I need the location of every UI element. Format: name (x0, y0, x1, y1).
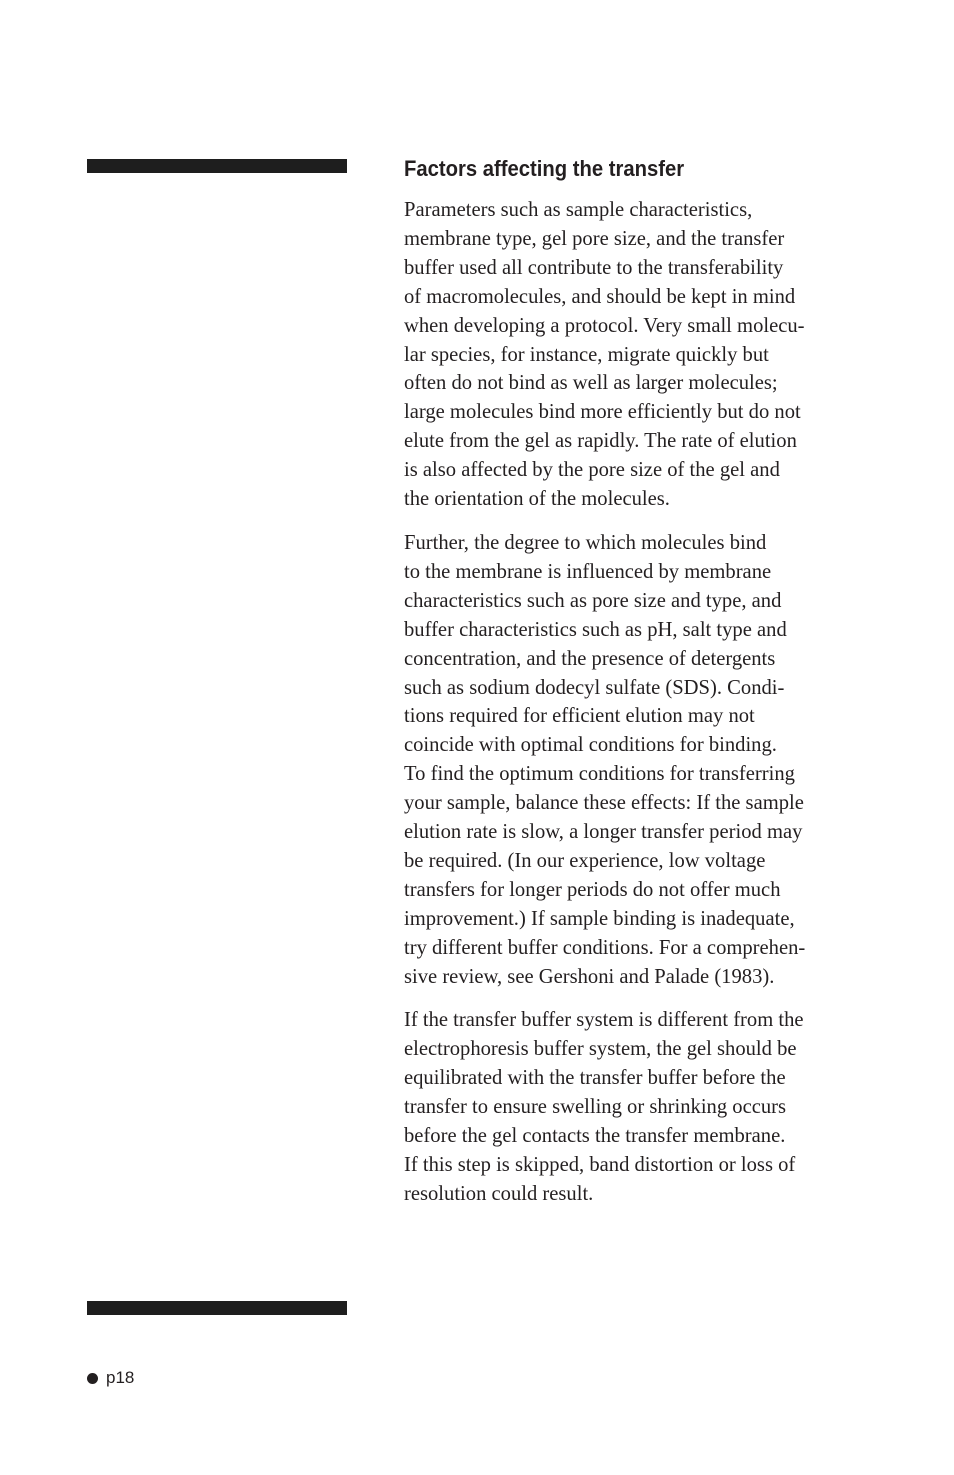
text-line: be required. (In our experience, low voltage (404, 849, 766, 872)
text-line: buffer characteristics such as pH, salt type and (404, 618, 787, 641)
text-line: Further, the degree to which molecules bind (404, 531, 767, 554)
text-line: large molecules bind more efficiently but do not (404, 401, 801, 424)
text-line: If this step is skipped, band distortion or loss of (404, 1154, 796, 1176)
page-footer (87, 1367, 134, 1389)
text-line: coincide with optimal conditions for binding. (404, 734, 777, 757)
text-line: such as sodium dodecyl sulfate (SDS). Condi- (404, 676, 785, 699)
text-line: of macromolecules, and should be kept in mind (404, 285, 796, 308)
text-line: when developing a protocol. Very small molecu- (404, 314, 805, 337)
text-line: improvement.) If sample binding is inadequate, (404, 907, 795, 930)
text-line: try different buffer conditions. For a comprehen- (404, 936, 806, 959)
paragraph-2 (404, 529, 874, 992)
text-line: characteristics such as pore size and type, and (404, 589, 782, 612)
text-line: transfers for longer periods do not offer much (404, 878, 781, 901)
text-line: lar species, for instance, migrate quickly but (404, 343, 769, 366)
text-line: To find the optimum conditions for transferring (404, 763, 795, 786)
text-line: before the gel contacts the transfer membrane. (404, 1125, 786, 1148)
text-line: your sample, balance these effects: If the sample (404, 792, 804, 815)
page-number: p18 (106, 1368, 135, 1387)
text-line: If the transfer buffer system is different from the (404, 1009, 804, 1032)
text-line: resolution could result. (404, 1182, 594, 1205)
text-line: concentration, and the presence of detergents (404, 647, 776, 670)
text-line: often do not bind as well as larger molecules; (404, 372, 778, 395)
text-line: elute from the gel as rapidly. The rate of elution (404, 430, 797, 453)
text-line: transfer to ensure swelling or shrinking occurs (404, 1096, 787, 1119)
text-line: Parameters such as sample characteristics, (404, 199, 753, 221)
bullet-icon (87, 1373, 98, 1384)
text-line: to the membrane is influenced by membrane (404, 560, 772, 583)
text-line: the orientation of the molecules. (404, 488, 670, 511)
text-line: sive review, see Gershoni and Palade (1983). (404, 965, 775, 988)
text-line: electrophoresis buffer system, the gel should be (404, 1038, 797, 1061)
section-title: Factors affecting the transfer (404, 156, 685, 181)
main-content (404, 154, 874, 1224)
bottom-rule (87, 1301, 347, 1315)
text-line: is also affected by the pore size of the gel and (404, 459, 780, 482)
text-line: buffer used all contribute to the transferability (404, 256, 784, 279)
paragraph-3 (404, 1006, 874, 1208)
text-line: tions required for efficient elution may not (404, 705, 755, 728)
text-line: elution rate is slow, a longer transfer period may (404, 821, 803, 844)
top-rule (87, 159, 347, 173)
text-line: equilibrated with the transfer buffer before the (404, 1067, 786, 1090)
text-line: membrane type, gel pore size, and the transfer (404, 227, 785, 250)
paragraph-1 (404, 196, 874, 514)
